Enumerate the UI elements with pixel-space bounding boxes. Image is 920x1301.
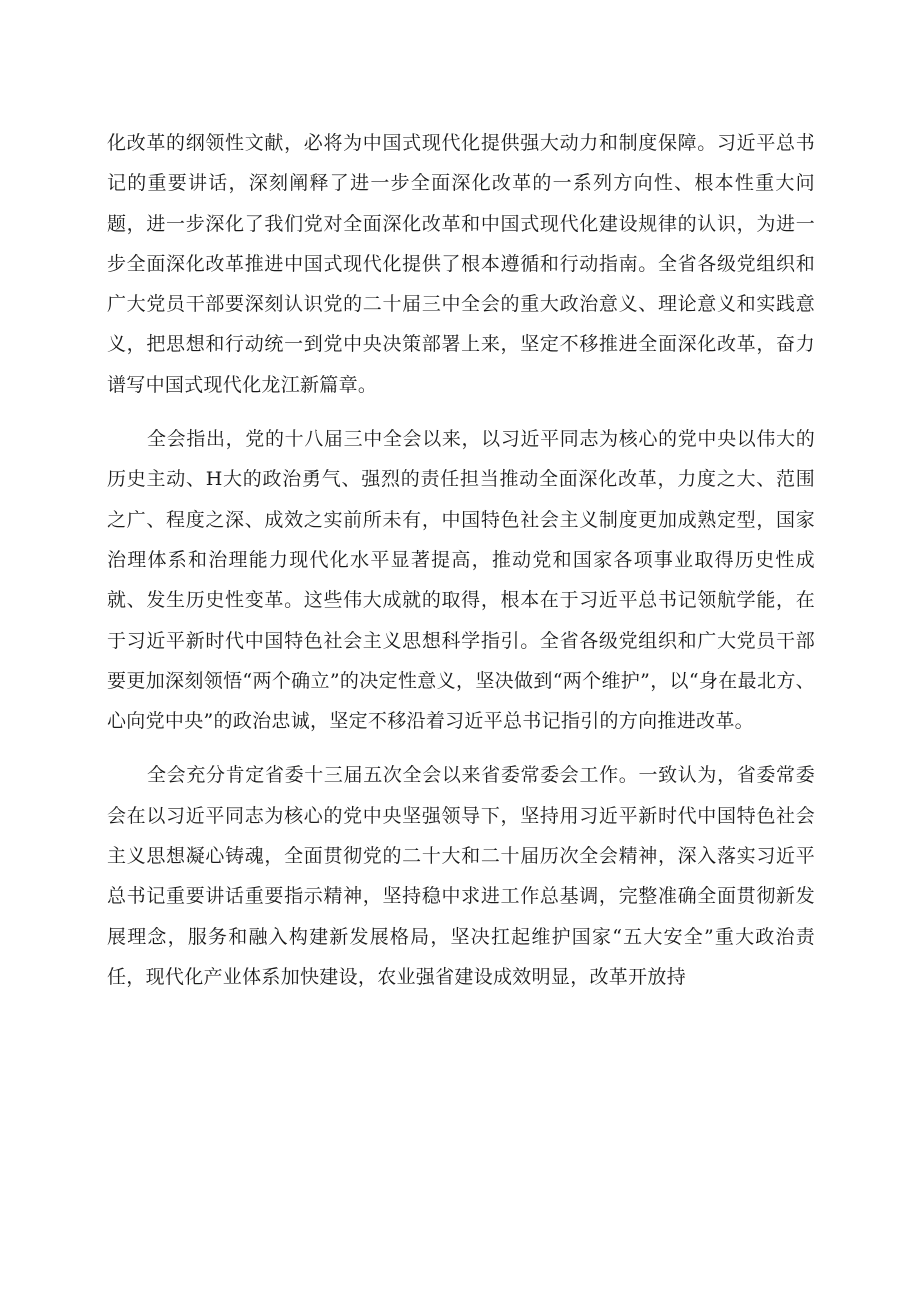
paragraph-2: 全会指出，党的十八届三中全会以来，以习近平同志为核心的党中央以伟大的历史主动、H大的政治勇气、强烈的责任担当推动全面深化改革，力度之大、范围之广、程度之深、成效之实前所未有，中国特色社会主义制度更加成熟定型，国家治理体系和治理能力现代化水平显著提高，推动党和国家各项事业取得历史性成就、发生历史性变革。这些伟大成就的取得，根本在于习近平总书记领航学能，在于习近平新时代中国特色社会主义思想科学指引。全省各级党组织和广大党员干部要更加深刻领悟“两个确立”的决定性意义，坚决做到“两个维护”，以“身在最北方、心向党中央”的政治忠诚，坚定不移沿着习近平总书记指引的方向推进改革。 xyxy=(107,428,815,733)
document-body xyxy=(107,123,815,1011)
paragraph-3: 全会充分肯定省委十三届五次全会以来省委常委会工作。一致认为，省委常委会在以习近平同志为核心的党中央坚强领导下，坚持用习近平新时代中国特色社会主义思想凝心铸魂，全面贯彻党的二十大和二十届历次全会精神，深入落实习近平总书记重要讲话重要指示精神，坚持稳中求进工作总基调，完整准确全面贯彻新发展理念，服务和融入构建新发展格局，坚决扛起维护国家“五大安全”重大政治责任，现代化产业体系加快建设，农业强省建设成效明显，改革开放持 xyxy=(107,764,815,988)
paragraph-1: 化改革的纲领性文献，必将为中国式现代化提供强大动力和制度保障。习近平总书记的重要讲话，深刻阐释了进一步全面深化改革的一系列方向性、根本性重大问题，进一步深化了我们党对全面深化改革和中国式现代化建设规律的认识，为进一步全面深化改革推进中国式现代化提供了根本遵循和行动指南。全省各级党组织和广大党员干部要深刻认识党的二十届三中全会的重大政治意义、理论意义和实践意义，把思想和行动统一到党中央决策部署上来，坚定不移推进全面深化改革，奋力谱写中国式现代化龙江新篇章。 xyxy=(107,132,815,396)
